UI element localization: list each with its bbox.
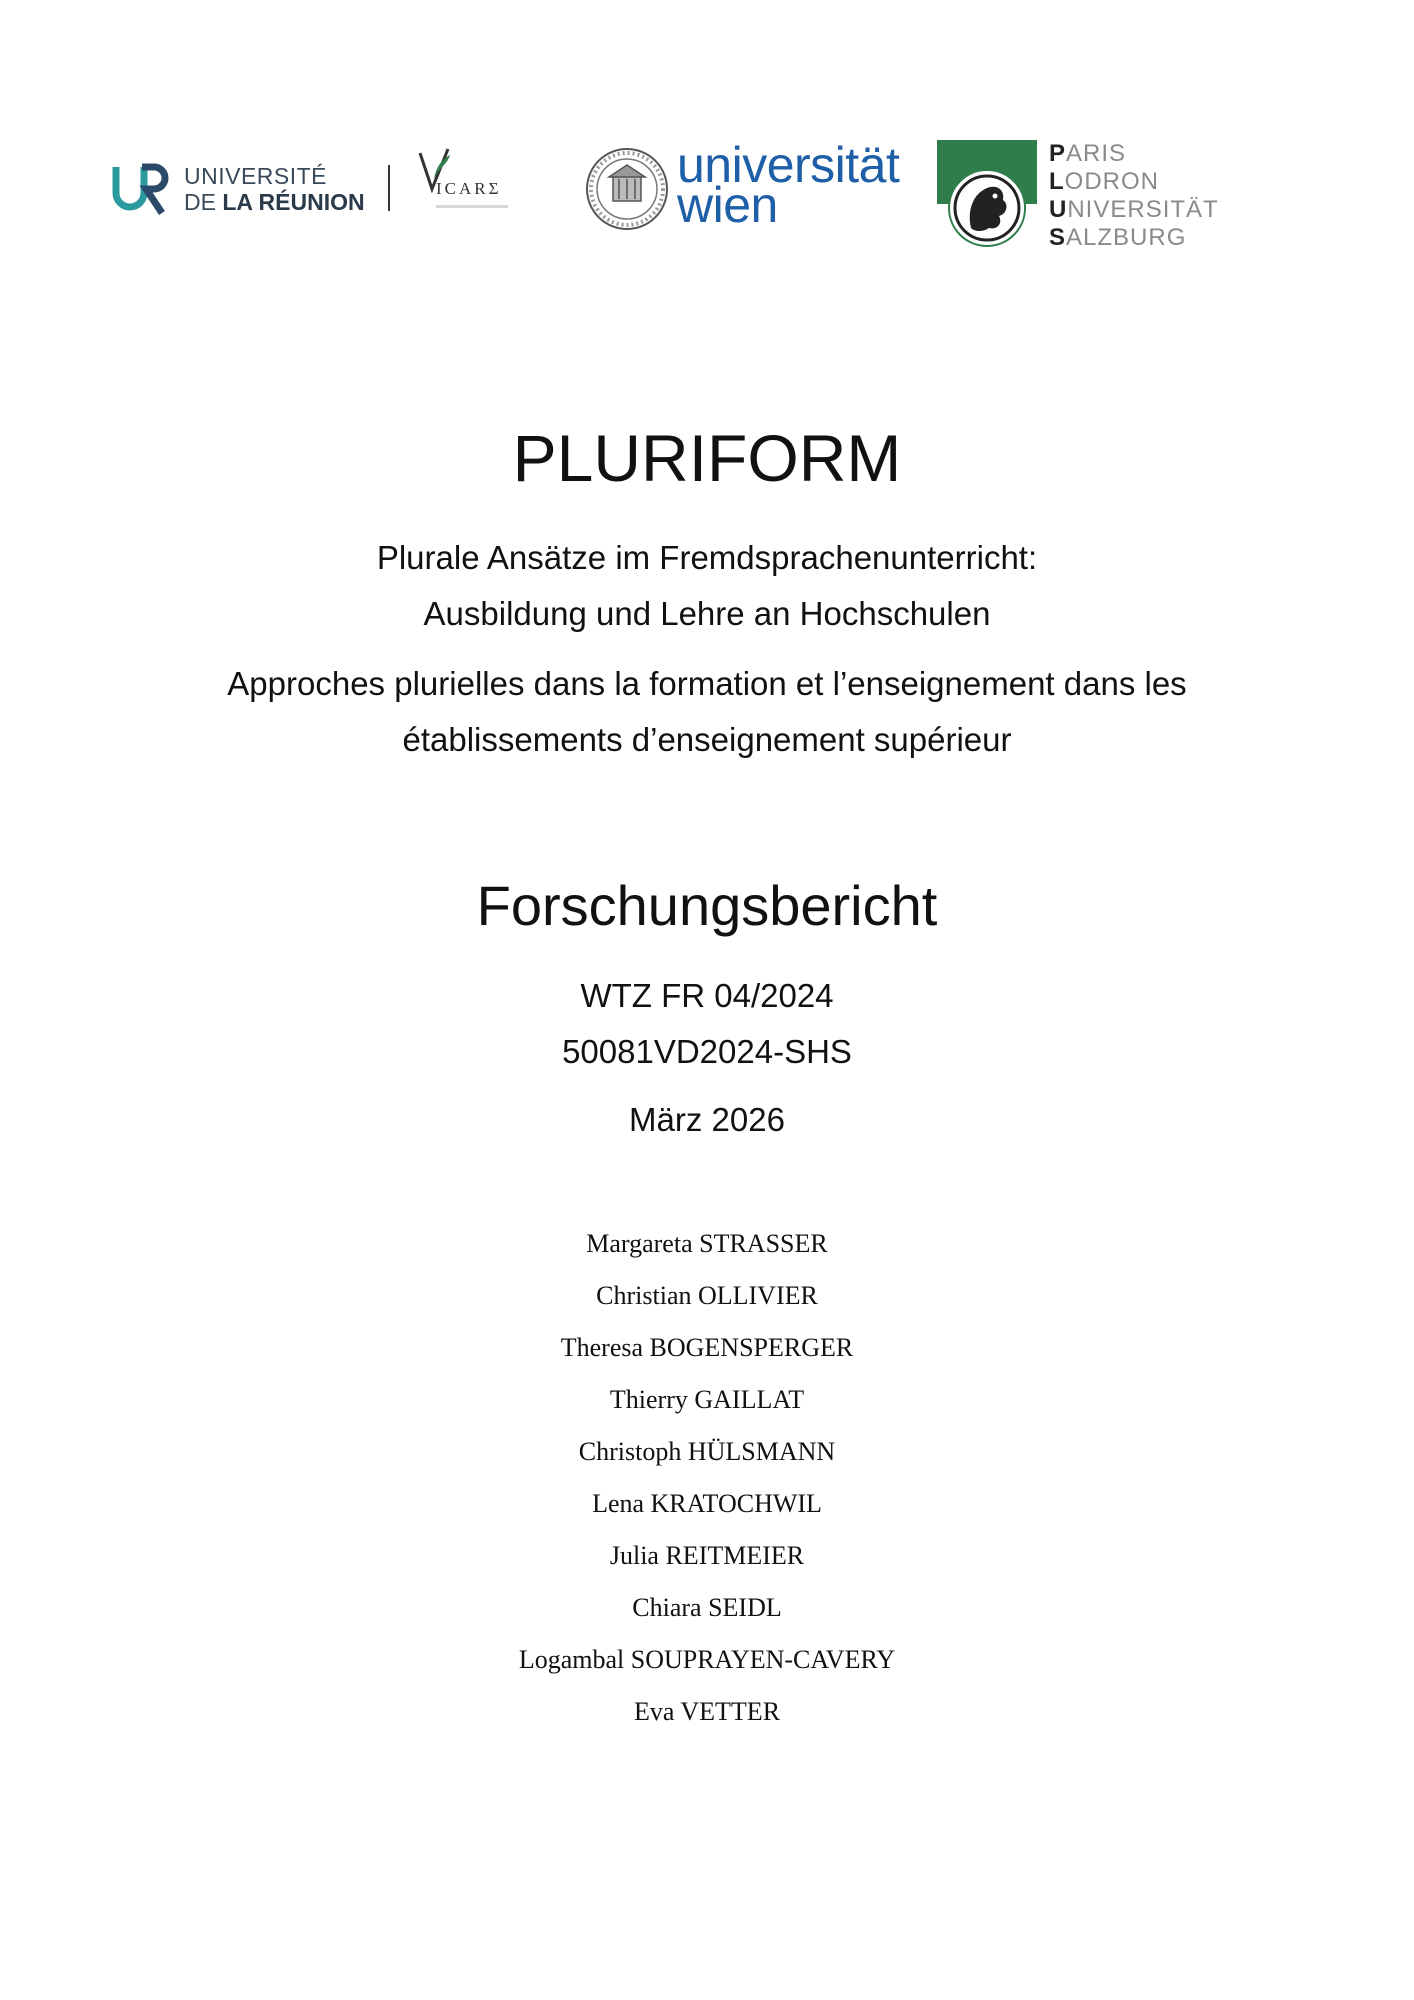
plus-lion-emblem-icon: [937, 140, 1037, 250]
plus-salzburg-logo: [937, 140, 1227, 250]
plus-line-3: [1049, 196, 1219, 224]
report-heading: Forschungsbericht: [476, 874, 938, 937]
author-list: [0, 1218, 1414, 1738]
logo-row: [0, 135, 1414, 255]
plus-line-1: [1049, 140, 1219, 168]
author-name: Christian OLLIVIER: [596, 1281, 818, 1310]
document-title: PLURIFORM: [512, 421, 902, 495]
subtitle-fr-line-1: Approches plurielles dans la formation et l’enseignement dans les: [227, 665, 1187, 702]
plus-rest: ODRON: [1064, 168, 1160, 195]
logo-divider: [388, 165, 390, 211]
plus-rest: ALZBURG: [1066, 224, 1187, 251]
report-date: März 2026: [629, 1101, 785, 1138]
plus-rest: ARIS: [1066, 140, 1127, 167]
ur-monogram-icon: [112, 163, 170, 215]
author-name: Julia REITMEIER: [609, 1541, 805, 1570]
ur-line2-prefix: DE: [184, 189, 216, 215]
plus-line-2: [1049, 168, 1219, 196]
icare-tagline-bar: [436, 205, 508, 208]
author-name: Theresa BOGENSPERGER: [560, 1333, 854, 1362]
plus-initial: P: [1049, 140, 1067, 167]
icare-logo: [414, 145, 514, 227]
plus-line-4: [1049, 224, 1219, 252]
author-name: Margareta STRASSER: [586, 1229, 828, 1258]
subtitle-de-line-1: Plurale Ansätze im Fremdsprachenunterricht:: [376, 539, 1038, 576]
author-name: Christoph HÜLSMANN: [578, 1437, 836, 1466]
author-name: Lena KRATOCHWIL: [592, 1489, 822, 1518]
wien-seal-icon: [585, 147, 669, 231]
ur-line2: [184, 189, 365, 215]
plus-wordmark: [1049, 140, 1219, 252]
wien-wordmark: [677, 137, 900, 233]
report-code-project: 50081VD2024-SHS: [562, 1033, 852, 1070]
universitaet-wien-logo: [585, 135, 900, 245]
plus-rest: NIVERSITÄT: [1067, 196, 1219, 223]
plus-initial: U: [1049, 196, 1068, 223]
ur-line1: UNIVERSITÉ: [184, 163, 328, 189]
universite-la-reunion-logo: [112, 153, 368, 228]
icare-wordmark: ICARΣ: [436, 179, 502, 198]
subtitle-fr-line-2: établissements d’enseignement supérieur: [402, 721, 1012, 758]
author-name: Thierry GAILLAT: [609, 1385, 805, 1414]
report-code-wtz: WTZ FR 04/2024: [580, 977, 834, 1014]
author-name: Eva VETTER: [633, 1697, 781, 1726]
ur-line2-bold: LA RÉUNION: [222, 189, 365, 215]
plus-initial: L: [1049, 168, 1065, 195]
wien-line1: universität: [677, 137, 900, 193]
author-name: Logambal SOUPRAYEN-CAVERY: [518, 1645, 896, 1674]
plus-initial: S: [1049, 224, 1067, 251]
ur-wordmark: [184, 163, 365, 215]
subtitle-de-line-2: Ausbildung und Lehre an Hochschulen: [423, 595, 991, 632]
wien-line2: wien: [677, 177, 778, 233]
author-name: Chiara SEIDL: [632, 1593, 782, 1622]
